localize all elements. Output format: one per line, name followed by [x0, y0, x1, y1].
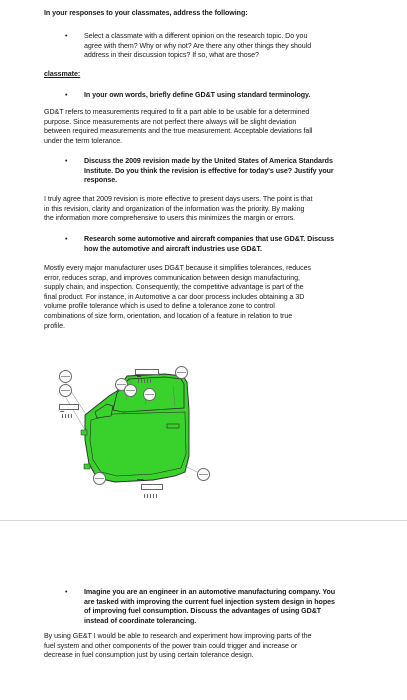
answer-1-line-2: purpose. Since measurements are not perfect there always will be slight deviation — [44, 117, 297, 126]
answer-3-line-1: Mostly every major manufacturer uses DG&T because it simplifies tolerances, reduces — [44, 264, 311, 272]
hinge-bottom — [84, 464, 90, 469]
datum-callout — [93, 472, 106, 485]
datum-callout — [59, 370, 72, 383]
datum-callout — [143, 388, 156, 401]
answer-4-line-3: decrease in fuel consumption just by using certain tolerance design. — [44, 651, 254, 660]
datum-callout — [124, 384, 137, 397]
door-handle — [167, 424, 179, 428]
feature-control-frame — [141, 484, 163, 490]
answer-3-line-7: profile. — [44, 321, 65, 330]
instructions-heading: In your responses to your classmates, address the following: — [44, 9, 248, 17]
frame-note: ▬▬ — [137, 375, 142, 379]
question-1: In your own words, briefly define GD&T using standard terminology. — [84, 91, 311, 99]
answer-3-line-6: combinations of size form, orientation, and location of a feature in relation to true — [44, 312, 293, 320]
answer-1-line-1: GD&T refers to measurements required to fit a part able to be usable for a determined — [44, 108, 310, 116]
answer-3-line-4: final product. For instance, in Automotive a car door process includes obtaining a 3D — [44, 292, 305, 301]
frame-note: ▬▬ — [60, 410, 65, 414]
frame-note: ▬▬▬ — [137, 478, 144, 482]
answer-2-line-2: in this revision, clarity and organization of the information was the priority. By making — [44, 204, 305, 213]
question-2-line-1: Discuss the 2009 revision made by the United States of America Standards — [84, 157, 333, 165]
datum-callout — [197, 468, 210, 481]
question-3-line-1: Research some automotive and aircraft companies that use GD&T. Discuss — [84, 235, 334, 243]
car-door-gdt-figure — [57, 360, 217, 492]
bullet-icon: • — [65, 236, 68, 243]
question-2-line-3: response. — [84, 176, 118, 185]
answer-4-line-2: fuel system and other components of the power train could trigger and increase or — [44, 641, 298, 650]
answer-3-line-3: supply chain, and inspection. Consequently, the competitive advantage is part of the — [44, 283, 304, 292]
bullet-icon: • — [65, 158, 68, 165]
classmate-label: classmate: — [44, 70, 81, 78]
bullet-icon: • — [65, 589, 68, 596]
datum-callout — [59, 384, 72, 397]
instructions-line-2: agree with them? Why or why not? Are there any other things they should — [84, 41, 312, 50]
question-4-line-4: instead of coordinate tolerancing. — [84, 616, 197, 625]
instructions-line-3: address in their discussion topics? If so, what are those? — [84, 51, 259, 60]
question-4-line-1: Imagine you are an engineer in an automotive manufacturing company. You — [84, 588, 336, 596]
document-page-2 — [0, 532, 407, 700]
answer-3-line-2: error, reduces scrap, and improves communication between design manufacturing, — [44, 273, 300, 282]
question-2-line-2: Institute. Do you think the revision is effective for today's use? Justify your — [84, 166, 334, 175]
answer-3-line-5: volume profile tolerance which is used to define a tolerance zone to control — [44, 302, 275, 311]
question-4-line-3: of improving fuel consumption. Discuss the advantages of using GD&T — [84, 607, 322, 616]
hinge-top — [81, 430, 87, 435]
answer-1-line-4: under the term tolerance. — [44, 136, 123, 145]
page-divider — [0, 520, 407, 521]
answer-4-line-1: By using GE&T I would be able to research and experiment how improving parts of the — [44, 632, 312, 640]
answer-2-line-1: I truly agree that 2009 revision is more effective to present days users. The point is that — [44, 195, 313, 203]
answer-1-line-3: between required measurements and the true measurement. Acceptable deviations fall — [44, 127, 313, 136]
instructions-line-1: Select a classmate with a different opinion on the research topic. Do you — [84, 32, 308, 40]
bullet-icon: • — [65, 33, 68, 40]
question-3-line-2: how the automotive and aircraft industries use GD&T. — [84, 244, 262, 253]
answer-2-line-3: the information more comprehensive to users this minimizes the margin or errors. — [44, 214, 296, 223]
bullet-icon: • — [65, 92, 68, 99]
datum-callout — [175, 366, 188, 379]
question-4-line-2: are tasked with improving the current fuel injection system design in hopes — [84, 597, 335, 606]
